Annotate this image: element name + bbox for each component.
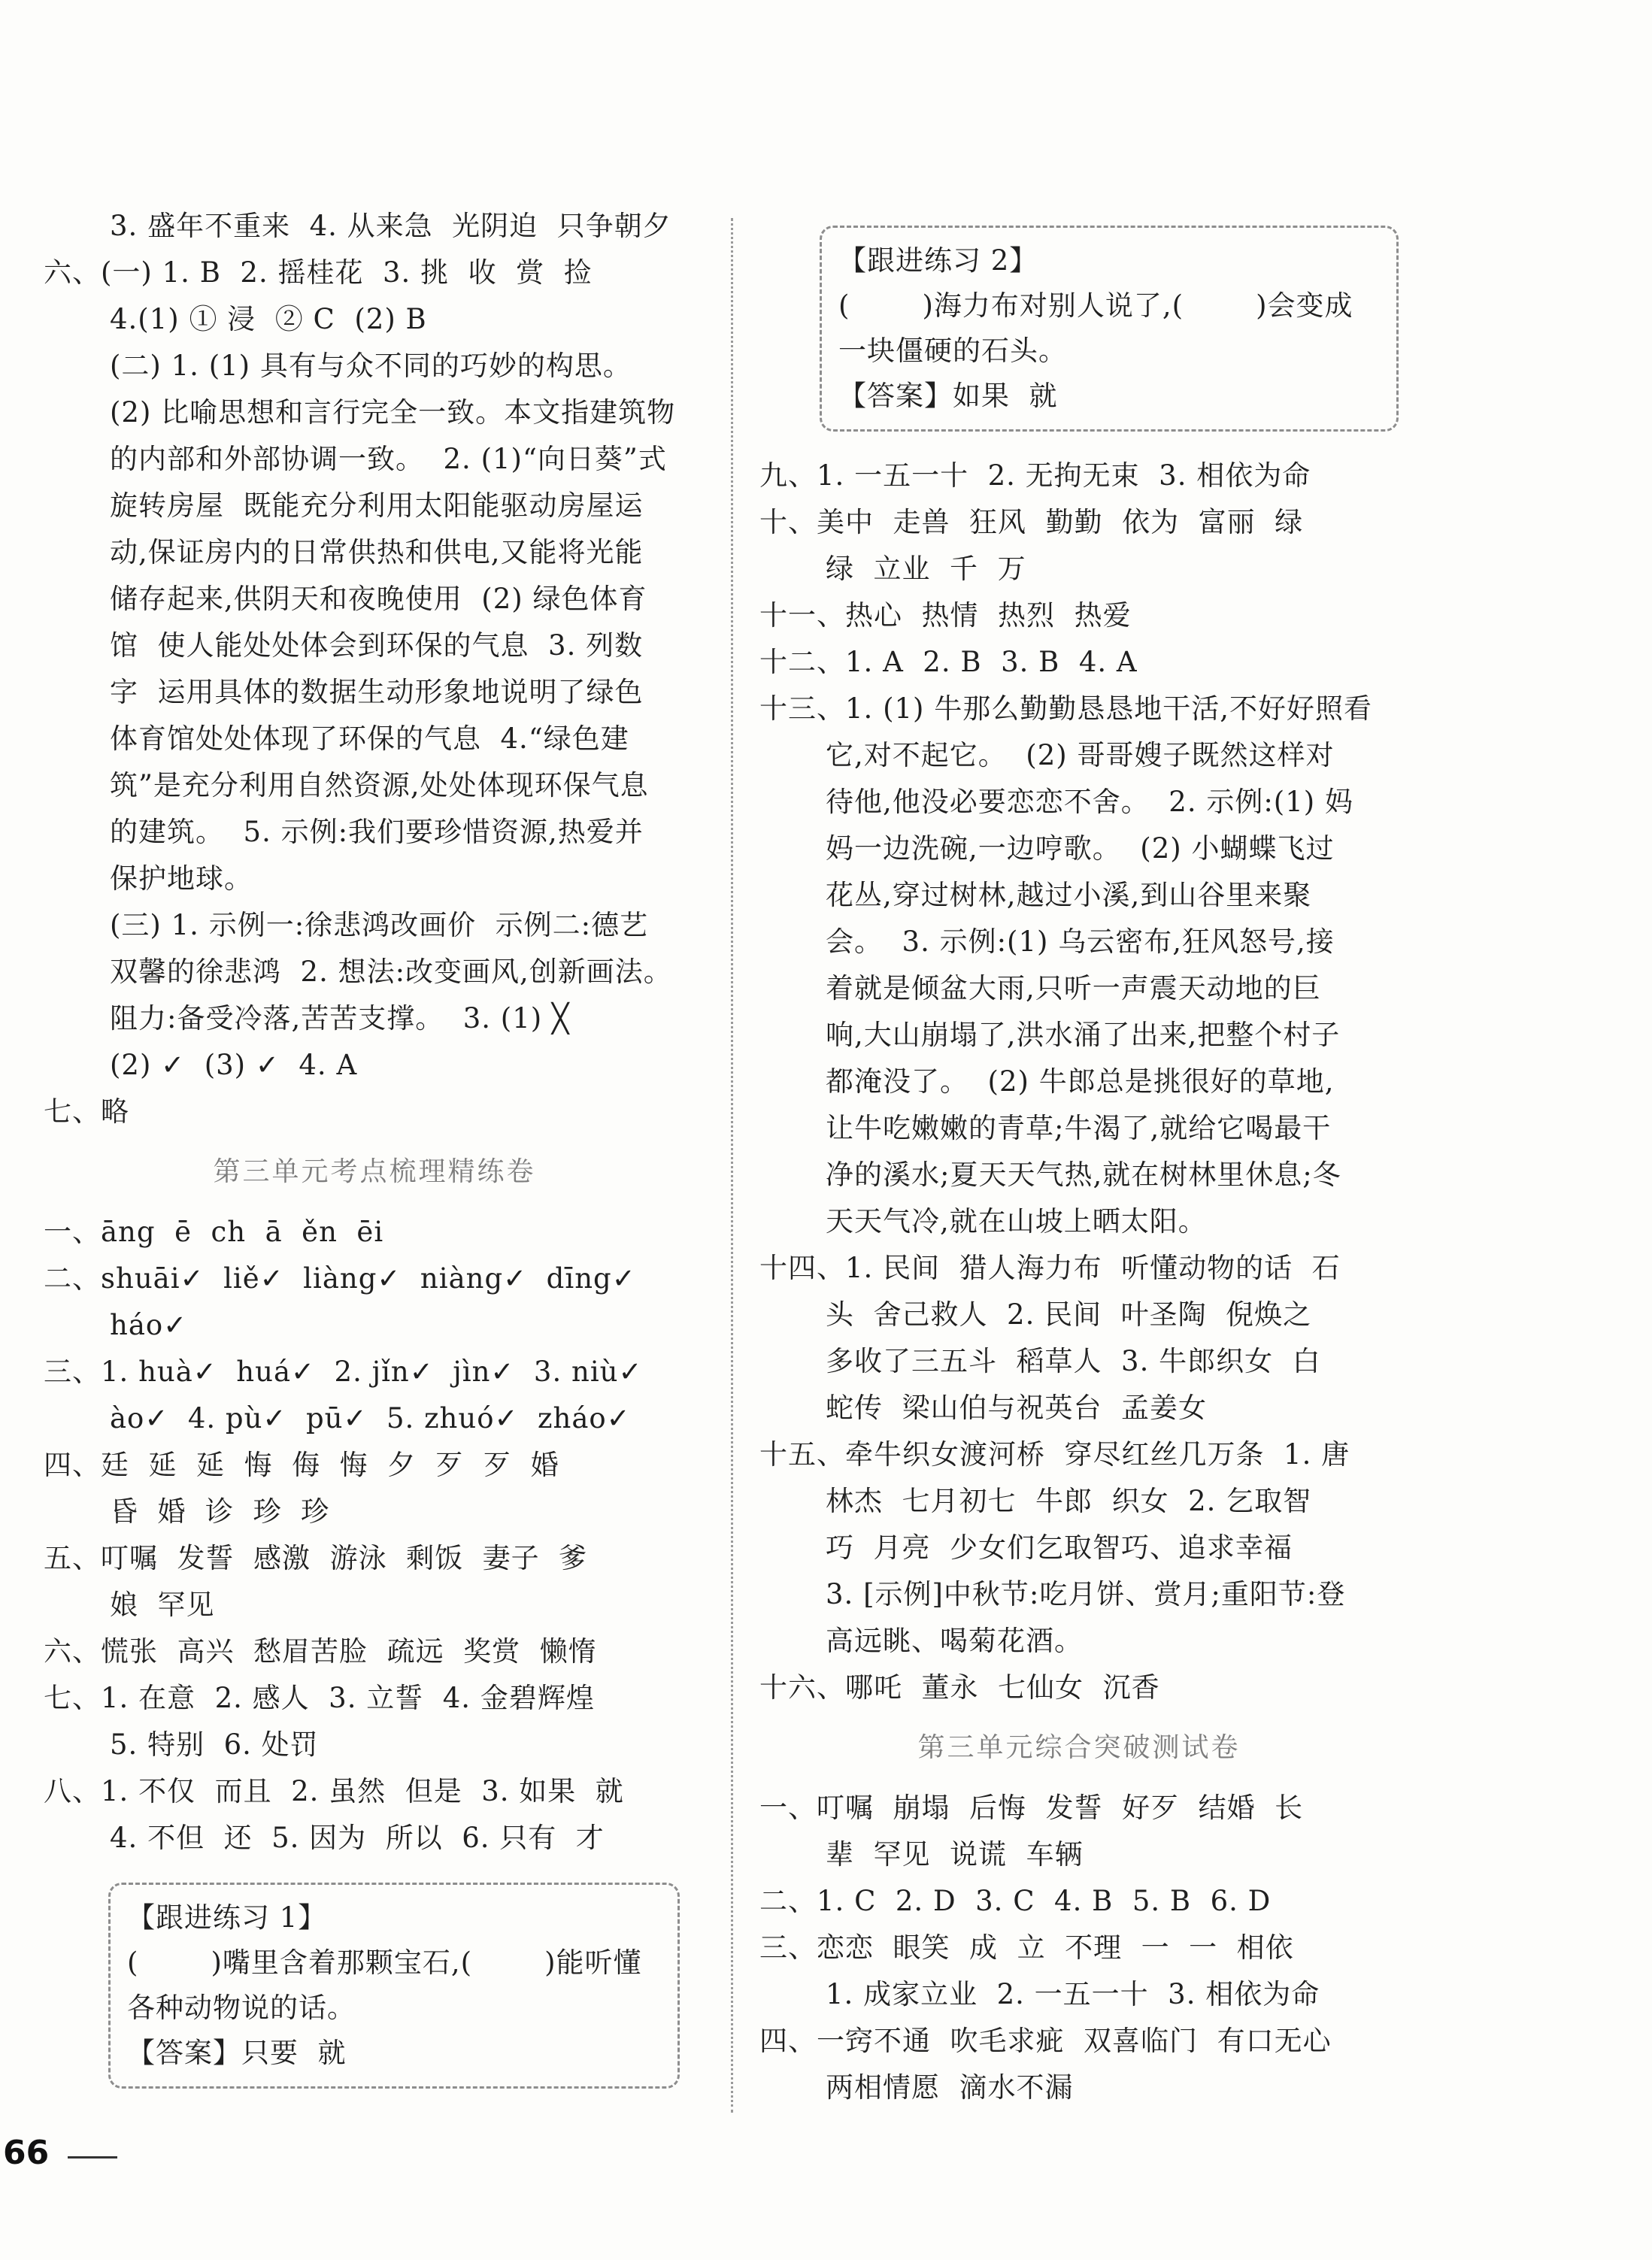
answer-line: 动,保证房内的日常供热和供电,又能将光能 (110, 536, 644, 568)
answer-line: 储存起来,供阴天和夜晚使用 (2) 绿色体育 (110, 583, 647, 615)
box-question-line-2: 一块僵硬的石头。 (838, 335, 1067, 367)
answer-line: 头 舍己救人 2. 民间 叶圣陶 倪焕之 (826, 1298, 1312, 1331)
answer-line: 字 运用具体的数据生动形象地说明了绿色 (110, 676, 644, 708)
answer-line: 娘 罕见 (110, 1589, 215, 1621)
right-answer-block-1 (759, 453, 1399, 1711)
answer-line: 辈 罕见 说谎 车辆 (826, 1838, 1084, 1871)
answer-line: (2) 比喻思想和言行完全一致。本文指建筑物 (110, 396, 676, 429)
answer-line: 体育馆处处体现了环保的气息 4.“绿色建 (110, 723, 629, 755)
answer-line: 双馨的徐悲鸿 2. 想法:改变画风,创新画法。 (110, 956, 672, 988)
answer-line: 蛇传 梁山伯与祝英台 孟姜女 (826, 1392, 1208, 1424)
answer-line: 花丛,穿过树林,越过小溪,到山谷里来聚 (826, 879, 1312, 911)
answer-line: 十六、哪吒 董永 七仙女 沉香 (759, 1671, 1160, 1704)
answer-line: 一、叮嘱 崩塌 后悔 发誓 好歹 结婚 长 (759, 1792, 1304, 1824)
answer-line: 的内部和外部协调一致。 2. (1)“向日葵”式 (110, 443, 667, 475)
answer-line: 七、略 (44, 1095, 129, 1128)
answer-line: 二、shuāi✓ liě✓ liàng✓ niàng✓ dīng✓ (44, 1262, 636, 1295)
page-number: 66 (3, 2134, 50, 2172)
answer-line: 十三、1. (1) 牛那么勤勤恳恳地干活,不好好照看 (759, 692, 1372, 725)
box-title: 【跟进练习 1】 (127, 1901, 327, 1934)
answer-line: 四、廷 延 延 悔 侮 悔 夕 歹 歹 婚 (44, 1449, 559, 1481)
answer-line: (三) 1. 示例一:徐悲鸿改画价 示例二:德艺 (110, 909, 649, 941)
practice-box-1 (108, 1883, 680, 2089)
answer-line: 3. [示例]中秋节:吃月饼、赏月;重阳节:登 (826, 1578, 1346, 1610)
answer-line: 高远眺、喝菊花酒。 (826, 1625, 1083, 1657)
box-question-line-2: 各种动物说的话。 (127, 1992, 356, 2024)
answer-line: 七、1. 在意 2. 感人 3. 立誓 4. 金碧辉煌 (44, 1682, 595, 1714)
answer-line: 绿 立业 千 万 (826, 553, 1026, 585)
answer-line: 六、慌张 高兴 愁眉苦脸 疏远 奖赏 懒惰 (44, 1635, 597, 1668)
answer-line: 六、(一) 1. B 2. 摇桂花 3. 挑 收 赏 捡 (44, 256, 593, 289)
answer-line: 巧 月亮 少女们乞取智巧、追求幸福 (826, 1531, 1293, 1564)
box-answer: 【答案】如果 就 (838, 380, 1058, 412)
answer-line: 两相情愿 滴水不漏 (826, 2071, 1074, 2104)
answer-line: 妈一边洗碗,一边哼歌。 (2) 小蝴蝶飞过 (826, 832, 1335, 865)
answer-line: 馆 使人能处处体会到环保的气息 3. 列数 (110, 629, 644, 662)
answer-line: 十、美中 走兽 狂风 勤勤 依为 富丽 绿 (759, 506, 1304, 538)
answer-line: 十五、牵牛织女渡河桥 穿尽红丝几万条 1. 唐 (759, 1438, 1350, 1471)
answer-line: háo✓ (110, 1309, 188, 1341)
answer-line: 保护地球。 (110, 862, 253, 895)
answer-line: 四、一窍不通 吹毛求疵 双喜临门 有口无心 (759, 2025, 1332, 2057)
answer-line: 三、恋恋 眼笑 成 立 不理 一 一 相依 (759, 1931, 1294, 1964)
right-column (759, 226, 1399, 2111)
box-question-line: ( )嘴里含着那颗宝石,( )能听懂 (127, 1946, 642, 1979)
section-title-review: 第三单元考点梳理精练卷 (213, 1156, 536, 1187)
left-answer-block-1 (44, 203, 705, 1135)
answer-line: 一、āng ē ch ā ěn ēi (44, 1216, 384, 1248)
answer-line: (2) ✓ (3) ✓ 4. A (110, 1049, 358, 1081)
answer-line: 十一、热心 热情 热烈 热爱 (759, 599, 1132, 632)
answer-line: (二) 1. (1) 具有与众不同的巧妙的构思。 (110, 350, 632, 382)
answer-line: 的建筑。 5. 示例:我们要珍惜资源,热爱并 (110, 816, 644, 848)
answer-line: 旋转房屋 既能充分利用太阳能驱动房屋运 (110, 489, 644, 522)
answer-line: 4. 不但 还 5. 因为 所以 6. 只有 才 (110, 1822, 605, 1854)
answer-line: 3. 盛年不重来 4. 从来急 光阴迫 只争朝夕 (110, 210, 671, 242)
answer-line: 昏 婚 诊 珍 珍 (110, 1495, 330, 1528)
answer-line: 着就是倾盆大雨,只听一声震天动地的巨 (826, 972, 1321, 1004)
answer-line: 筑”是充分利用自然资源,处处体现环保气息 (110, 769, 649, 801)
answer-line: 阻力:备受冷落,苦苦支撑。 3. (1) ╳ (110, 1002, 570, 1035)
answer-line: 十四、1. 民间 猎人海力布 听懂动物的话 石 (759, 1252, 1341, 1284)
answer-line: ào✓ 4. pù✓ pū✓ 5. zhuó✓ zháo✓ (110, 1402, 631, 1434)
practice-box-2 (820, 226, 1399, 432)
answer-line: 三、1. huà✓ huá✓ 2. jǐn✓ jìn✓ 3. niù✓ (44, 1356, 643, 1388)
answer-line: 会。 3. 示例:(1) 乌云密布,狂风怒号,接 (826, 926, 1335, 958)
answer-line: 十二、1. A 2. B 3. B 4. A (759, 646, 1138, 678)
box-question-line: ( )海力布对别人说了,( )会变成 (838, 289, 1353, 322)
answer-line: 天天气冷,就在山坡上晒太阳。 (826, 1205, 1207, 1238)
answer-line: 响,大山崩塌了,洪水涌了出来,把整个村子 (826, 1019, 1341, 1051)
answer-line: 二、1. C 2. D 3. C 4. B 5. B 6. D (759, 1885, 1272, 1917)
answer-line: 5. 特别 6. 处罚 (110, 1728, 319, 1761)
box-answer: 【答案】只要 就 (127, 2037, 347, 2069)
column-divider (731, 218, 733, 2113)
left-column (44, 203, 705, 2096)
box-title: 【跟进练习 2】 (838, 244, 1038, 277)
answer-line: 4.(1) ① 浸 ② C (2) B (110, 303, 427, 335)
answer-line: 多收了三五斗 稻草人 3. 牛郎织女 白 (826, 1345, 1321, 1377)
answer-line: 让牛吃嫩嫩的青草;牛渴了,就给它喝最干 (826, 1112, 1332, 1144)
answer-line: 五、叮嘱 发誓 感激 游泳 剩饭 妻子 爹 (44, 1542, 588, 1574)
left-answer-block-2 (44, 1209, 705, 1862)
answer-line: 净的溪水;夏天天气热,就在树林里休息;冬 (826, 1159, 1341, 1191)
section-title-test: 第三单元综合突破测试卷 (917, 1732, 1241, 1763)
answer-line: 1. 成家立业 2. 一五一十 3. 相依为命 (826, 1978, 1320, 2010)
right-answer-block-2 (759, 1785, 1399, 2111)
answer-line: 八、1. 不仅 而且 2. 虽然 但是 3. 如果 就 (44, 1775, 624, 1807)
answer-line: 九、1. 一五一十 2. 无拘无束 3. 相依为命 (759, 459, 1311, 492)
answer-line: 待他,他没必要恋恋不舍。 2. 示例:(1) 妈 (826, 786, 1353, 818)
answer-line: 林杰 七月初七 牛郎 织女 2. 乞取智 (826, 1485, 1312, 1517)
answer-line: 它,对不起它。 (2) 哥哥嫂子既然这样对 (826, 739, 1335, 771)
page-number-dash (68, 2156, 117, 2159)
answer-line: 都淹没了。 (2) 牛郎总是挑很好的草地, (826, 1065, 1335, 1098)
